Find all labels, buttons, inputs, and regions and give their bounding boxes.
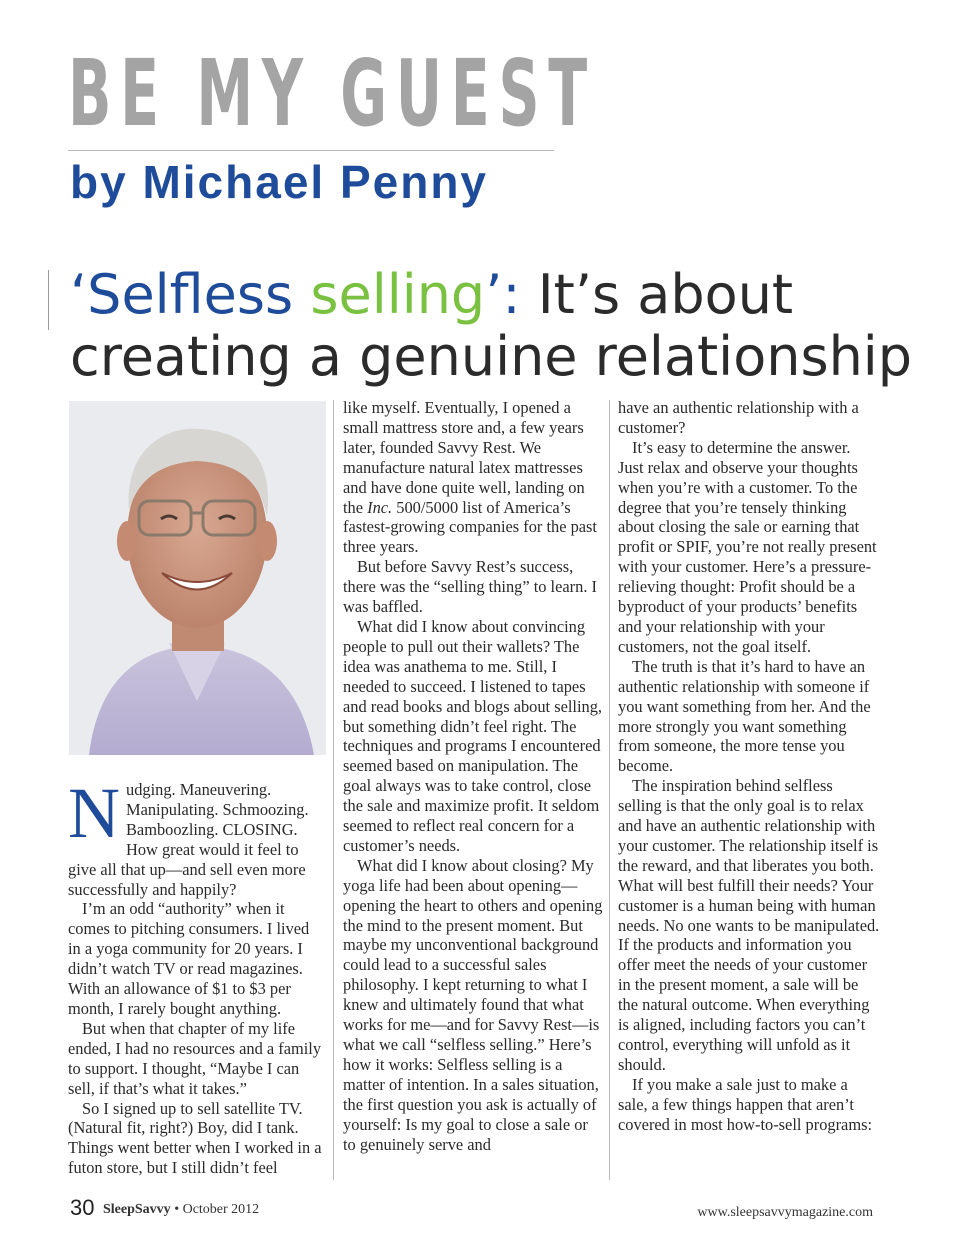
masthead-title: BE MY GUEST [68,40,596,147]
headline-quote-close: ’: [485,263,521,326]
paragraph: What did I know about closing? My yoga life had been about opening—opening the heart to others and opening the mind to the present moment. But maybe my unconventional background could lead to a successful sales philosophy. I kept returning to what I knew and ultimately found that what works for me—and for Savvy Rest—is what we call “selfless selling.” Here’s how it works: Selfless selling is a matter of intention. In a sales situation, the first question you ask is actually of yourself: Is my goal to close a sale or to genuinely serve and [343,855,603,1154]
paragraph: I’m an odd “authority” when it comes to pitching consumers. I lived in a yoga community for 20 years. I didn’t watch TV or read magazines. With an allowance of $1 to $3 per month, I rarely bought anything. [68,899,310,1018]
author-portrait-illustration [69,401,326,755]
paragraph [343,398,603,557]
paragraph: The truth is that it’s hard to have an authentic relationship with someone if you want something from her. And the more strongly you want something from someone, the more tense you become. [618,656,871,776]
issue-date: October 2012 [182,1202,260,1217]
column-divider [609,400,610,1180]
article-headline [70,264,950,388]
article-column-3 [618,398,880,1135]
paragraph: It’s easy to determine the answer. Just relax and observe your thoughts when you’re with a customer. To the degree that you’re tensely thinking about closing the sale or earning that profit or SPIF, you’re not really present with your customer. Here’s a pressure-relieving thought: Profit should be a byproduct of your products’ benefits and your relationship with your customers, not the goal itself. [618,437,877,656]
headline-quote-open: ‘Selfless [70,263,311,326]
column-divider [333,400,334,1180]
headline-highlight: selling [310,263,486,326]
headline-rest: It’s about creating a genuine relationship [70,263,913,388]
lead-paragraph [68,773,324,899]
paragraph: What did I know about convincing people to pull out their wallets? The idea was anathema to me. Still, I needed to succeed. I listened to tapes and read books and blogs about selling, but something didn’t feel right. The techniques and programs I encountered seemed based on manipulation. The goal always was to take control, close the sale and maximize profit. It seldom seemed to reflect real concern for a customer’s needs. [343,616,603,855]
paragraph: The inspiration behind selfless selling is that the only goal is to relax and have an authentic relationship with your customer. The relationship itself is the reward, and that liberates you both. What will best fulfill their needs? Your customer is a human being with human needs. No one wants to be manipulated. If the products and information you offer meet the needs of your customer in the present moment, a sale will be the natural outcome. When everything is aligned, including factors you can’t control, everything will unfold as it should. [618,776,880,1074]
publication-name: SleepSavvy [103,1202,171,1217]
website-url: www.sleepsavvymagazine.com [697,1205,873,1220]
byline: by Michael Penny [70,156,489,208]
headline-side-rule [48,270,49,330]
paragraph-text: 500/5000 list of America’s fastest-growing companies for the past three years. [343,497,597,557]
paragraph: have an authentic relationship with a customer? [618,398,859,437]
paragraph: If you make a sale just to make a sale, a few things happen that aren’t covered in most how-to-sell programs: [618,1074,872,1134]
article-column-1 [68,773,324,1178]
paragraph-text: udging. Maneuvering. Manipulating. Schmoozing. Bamboozling. CLOSING. How great would it feel to give all that up—and sell even more successfully and happily? [68,780,309,899]
author-photo [69,401,326,755]
paragraph-text: like myself. Eventually, I opened a small mattress store and, a few years later, founded Savvy Rest. We manufacture natural latex mattresses and have done quite well, landing on the [343,398,585,517]
paragraph: But when that chapter of my life ended, I had no resources and a family to support. I thought, “Maybe I can sell, if that’s what it takes.” [68,1018,322,1098]
masthead-rule [68,150,554,151]
italic-text: Inc. [367,497,393,517]
page-number: 30 [70,1195,95,1220]
publication-info [103,1202,259,1218]
separator-bullet: • [170,1202,183,1217]
paragraph: But before Savvy Rest’s success, there was the “selling thing” to learn. I was baffled. [343,557,597,617]
paragraph: So I signed up to sell satellite TV. (Natural fit, right?) Boy, did I tank. Things went better when I worked in a futon store, but I still didn’t feel [68,1098,322,1178]
article-column-2 [343,398,603,1154]
drop-cap: N [68,773,120,853]
